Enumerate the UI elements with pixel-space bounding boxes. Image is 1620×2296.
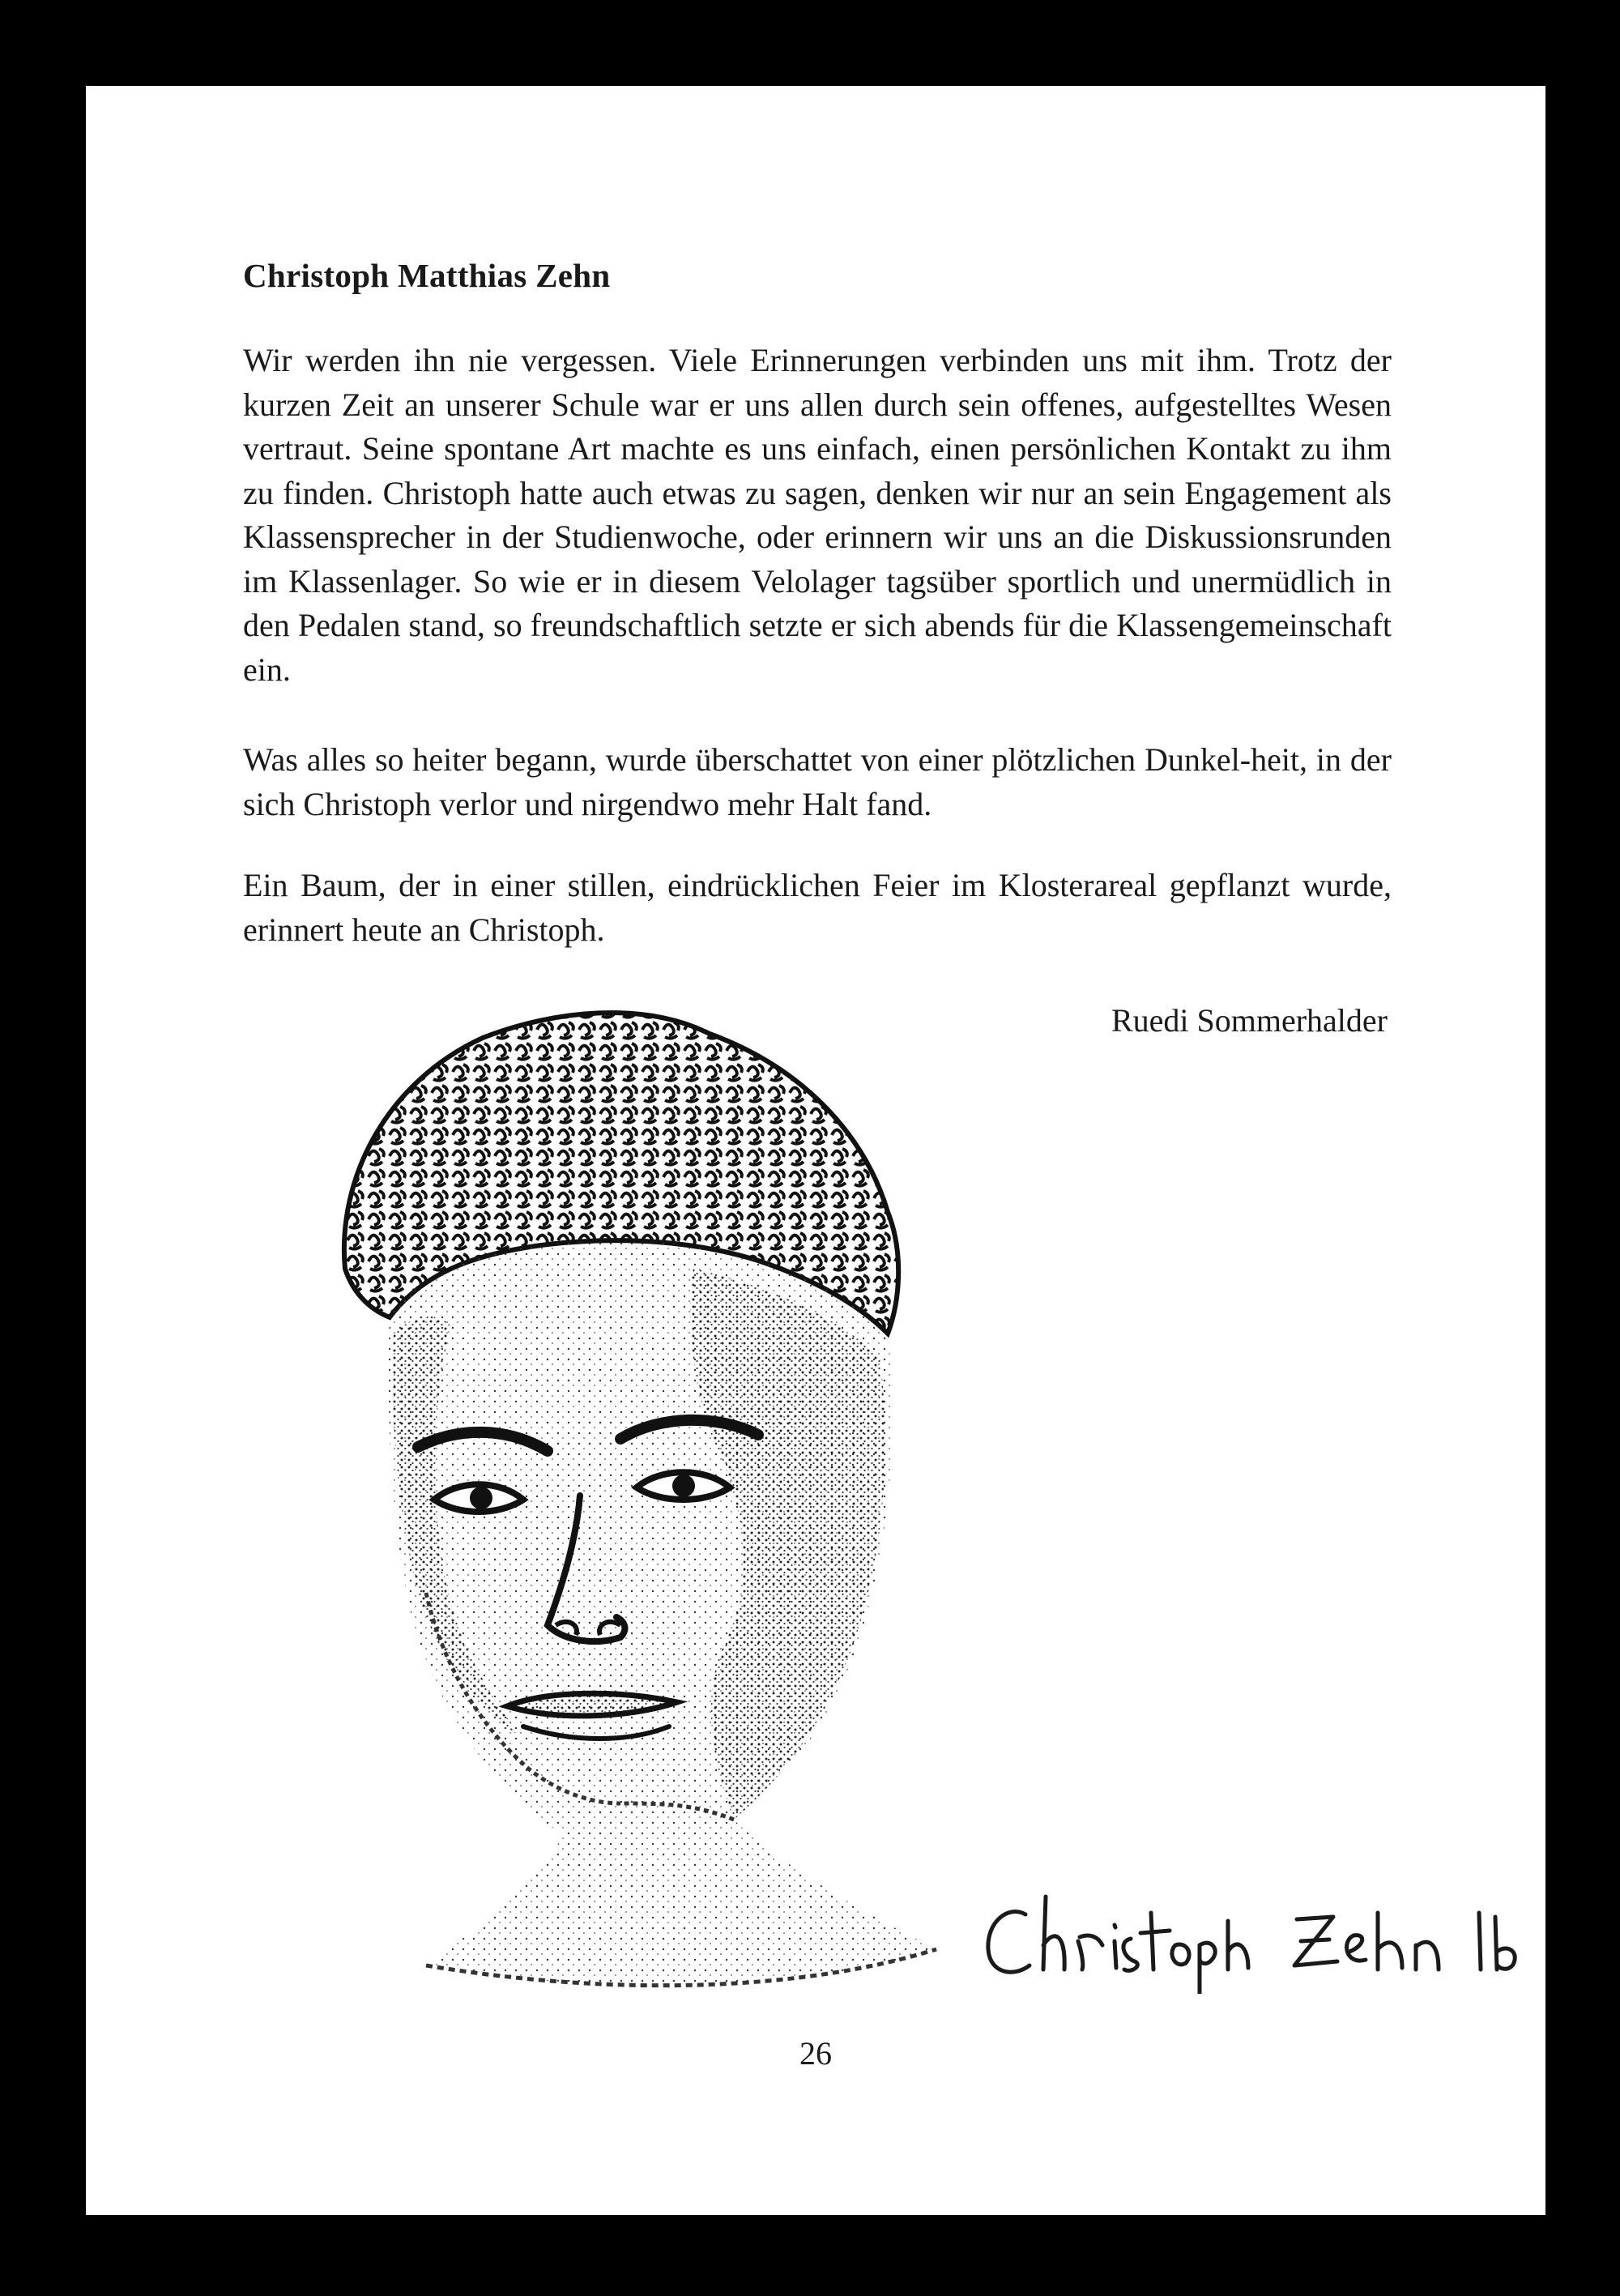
signature-drawing <box>969 1856 1545 1994</box>
document-page <box>86 86 1545 2215</box>
page-number: 26 <box>799 2035 832 2072</box>
paragraph-3: Ein Baum, der in einer stillen, eindrücklichen Feier im Klosterareal gepflanzt wurde, erinnert heute an Christoph. <box>243 867 1392 948</box>
paragraph-1: Wir werden ihn nie vergessen. Viele Erinnerungen verbinden uns mit ihm. Trotz der kurzen Zeit an unserer Schule war er uns allen durch sein offenes, aufgestelltes Wesen vertraut. Seine spontane Art machte es uns einfach, einen persönlichen Kontakt zu ihm zu finden. Christoph hatte auch etwas zu sagen, denken wir nur an sein Engagement als Klassensprecher in der Studienwoche, oder erinnern wir uns an die Diskussionsrunden im Klassenlager. So wie er in diesem Velolager tagsüber sportlich und unermüdlich in den Pedalen stand, so freundschaftlich setzte er sich abends für die Klassengemeinschaft ein. <box>243 342 1392 688</box>
portrait-drawing <box>240 977 1050 2127</box>
page-title: Christoph Matthias Zehn <box>243 257 611 294</box>
author-name: Ruedi Sommerhalder <box>1111 1002 1388 1039</box>
paragraph-2: Was alles so heiter begann, wurde überschattet von einer plötzlichen Dunkel-heit, in der sich Christoph verlor und nirgendwo mehr Halt fand. <box>243 741 1392 822</box>
